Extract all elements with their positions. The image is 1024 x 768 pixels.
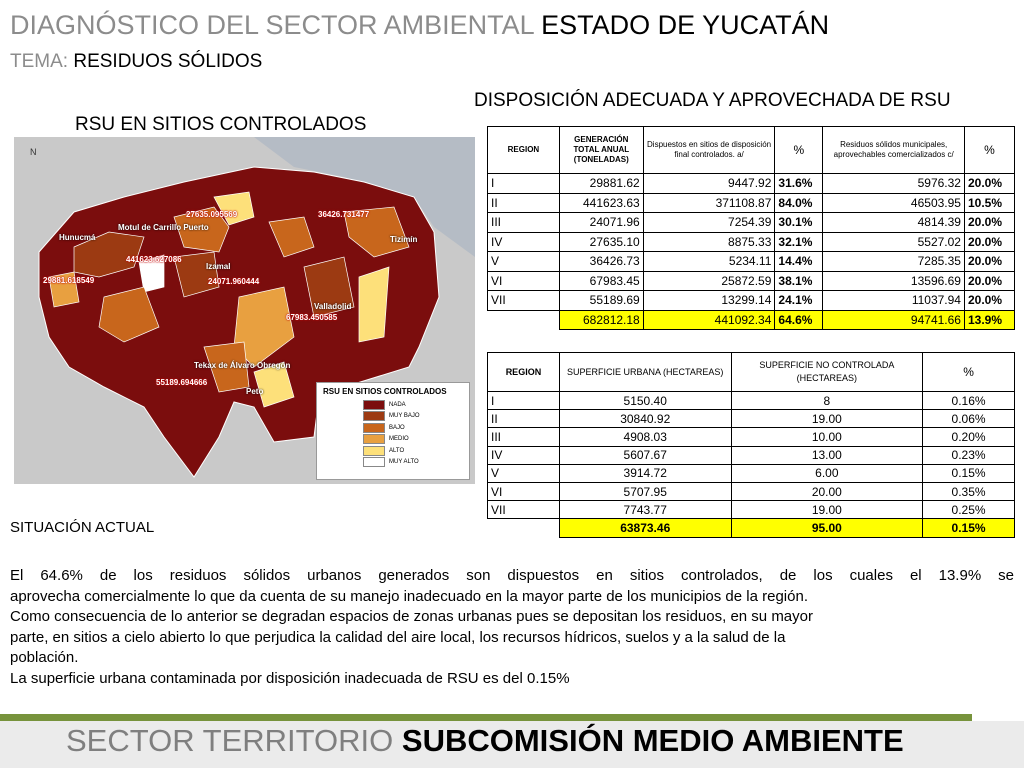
table-cell: 20.0%: [964, 232, 1014, 252]
legend-label: MUY BAJO: [389, 413, 420, 420]
table-cell: 24071.96: [559, 213, 643, 233]
page-title: [10, 8, 829, 42]
table-cell: 25872.59: [643, 271, 775, 291]
table-cell: 20.0%: [964, 174, 1014, 194]
legend-label: ALTO: [389, 447, 405, 454]
table-cell: 8: [731, 392, 923, 410]
table-total-row: [488, 519, 1015, 537]
paragraph-line: La superficie urbana contaminada por disposición inadecuada de RSU es del 0.15%: [10, 669, 570, 687]
table-row: [488, 213, 1015, 233]
table-cell: 7285.35: [823, 252, 965, 272]
body-text: [10, 566, 1014, 689]
table-cell: 20.0%: [964, 271, 1014, 291]
table-row: [488, 291, 1015, 311]
total-cell: 13.9%: [964, 310, 1014, 330]
table-cell: 10.5%: [964, 193, 1014, 213]
legend-label: MUY ALTO: [389, 459, 419, 466]
table-row: [488, 174, 1015, 194]
table-cell: 13.00: [731, 446, 923, 464]
table-cell: 24.1%: [775, 291, 823, 311]
table-cell: 30840.92: [559, 410, 731, 428]
situation-heading: SITUACIÓN ACTUAL: [10, 519, 155, 536]
table-cell: 5707.95: [559, 482, 731, 500]
table-cell: 20.00: [731, 482, 923, 500]
header-generation: GENERACIÓN TOTAL ANUAL (TONELADAS): [559, 127, 643, 174]
table-cell: 10.00: [731, 428, 923, 446]
legend-swatch: [363, 434, 385, 444]
legend-item: [317, 457, 469, 469]
table-cell: 30.1%: [775, 213, 823, 233]
total-cell: 0.15%: [923, 519, 1015, 537]
north-arrow-icon: N: [30, 147, 37, 157]
table-cell: III: [488, 213, 560, 233]
table-cell: 7254.39: [643, 213, 775, 233]
table-cell: IV: [488, 446, 560, 464]
table-total-row: [488, 310, 1015, 330]
table-cell: 8875.33: [643, 232, 775, 252]
header-urban-surface: SUPERFICIE URBANA (HECTAREAS): [559, 353, 731, 392]
table-cell: 0.15%: [923, 464, 1015, 482]
place-label: Izamal: [206, 262, 231, 271]
table-cell: VI: [488, 482, 560, 500]
table-cell: 371108.87: [643, 193, 775, 213]
footer-title: [66, 721, 904, 761]
table-cell: 3914.72: [559, 464, 731, 482]
legend-label: BAJO: [389, 424, 405, 431]
header-region: REGION: [488, 353, 560, 392]
empty-cell: [488, 310, 560, 330]
region-value-label: 36426.731477: [318, 210, 370, 219]
table-cell: 5976.32: [823, 174, 965, 194]
legend-item: [317, 445, 469, 457]
table-cell: III: [488, 428, 560, 446]
map-legend: [316, 382, 470, 480]
table-heading: DISPOSICIÓN ADECUADA Y APROVECHADA DE RSU: [474, 90, 951, 111]
table-row: [488, 482, 1015, 500]
paragraph-line: aprovecha comercialmente lo que da cuenta de su manejo inadecuado en la mayor parte de los municipios de la región.: [10, 587, 808, 605]
region-value-label: 29881.618549: [43, 276, 95, 285]
tema-value: RESIDUOS SÓLIDOS: [73, 51, 263, 72]
table-cell: II: [488, 193, 560, 213]
total-cell: 94741.66: [823, 310, 965, 330]
header-region: REGION: [488, 127, 560, 174]
table-cell: 20.0%: [964, 252, 1014, 272]
place-label: Tizimín: [390, 235, 418, 244]
table-cell: 20.0%: [964, 291, 1014, 311]
table-cell: I: [488, 392, 560, 410]
map-heading: RSU EN SITIOS CONTROLADOS: [75, 114, 367, 135]
table-row: [488, 271, 1015, 291]
table-cell: II: [488, 410, 560, 428]
table-row: [488, 410, 1015, 428]
table-row: [488, 392, 1015, 410]
table-cell: 0.16%: [923, 392, 1015, 410]
table-cell: 32.1%: [775, 232, 823, 252]
title-grey: DIAGNÓSTICO DEL SECTOR AMBIENTAL: [10, 10, 534, 40]
table-cell: 13299.14: [643, 291, 775, 311]
table-cell: VII: [488, 291, 560, 311]
legend-title: RSU EN SITIOS CONTROLADOS: [323, 387, 447, 396]
table-cell: 19.00: [731, 501, 923, 519]
legend-swatch: [363, 457, 385, 467]
table-row: [488, 428, 1015, 446]
table-header-row: [488, 353, 1015, 392]
table-row: [488, 193, 1015, 213]
total-cell: 63873.46: [559, 519, 731, 537]
title-bold: ESTADO DE YUCATÁN: [541, 10, 830, 40]
legend-item: [317, 434, 469, 446]
table-cell: 9447.92: [643, 174, 775, 194]
table-cell: 14.4%: [775, 252, 823, 272]
region-value-label: 27635.095569: [186, 210, 238, 219]
table-cell: VII: [488, 501, 560, 519]
table-cell: 0.25%: [923, 501, 1015, 519]
legend-item: [317, 399, 469, 411]
table-cell: 5234.11: [643, 252, 775, 272]
table-cell: 36426.73: [559, 252, 643, 272]
table-cell: V: [488, 464, 560, 482]
table-cell: I: [488, 174, 560, 194]
header-uncontrolled-surface: SUPERFICIE NO CONTROLADA (HECTAREAS): [731, 353, 923, 392]
tema-label: TEMA:: [10, 51, 69, 72]
region-value-label: 67983.450585: [286, 313, 338, 322]
header-disposed: Dispuestos en sitios de disposición final controlados. a/: [643, 127, 775, 174]
legend-item: [317, 411, 469, 423]
table-row: [488, 446, 1015, 464]
table-cell: 0.35%: [923, 482, 1015, 500]
table-cell: 5150.40: [559, 392, 731, 410]
table-cell: 84.0%: [775, 193, 823, 213]
legend-label: MEDIO: [389, 436, 409, 443]
table-header-row: [488, 127, 1015, 174]
legend-swatch: [363, 446, 385, 456]
table-cell: 0.06%: [923, 410, 1015, 428]
empty-cell: [488, 519, 560, 537]
table-cell: 38.1%: [775, 271, 823, 291]
total-cell: 95.00: [731, 519, 923, 537]
table-cell: 67983.45: [559, 271, 643, 291]
table-cell: 7743.77: [559, 501, 731, 519]
table-cell: V: [488, 252, 560, 272]
table-row: [488, 232, 1015, 252]
footer-bold: SUBCOMISIÓN MEDIO AMBIENTE: [401, 723, 904, 758]
place-label: Hunucmá: [59, 233, 96, 242]
table-cell: 31.6%: [775, 174, 823, 194]
header-percent: %: [964, 127, 1014, 174]
header-percent: %: [923, 353, 1015, 392]
footer-divider: [0, 714, 972, 721]
disposal-table: [487, 126, 1015, 330]
table-cell: 19.00: [731, 410, 923, 428]
place-label: Peto: [246, 387, 264, 396]
table-row: [488, 252, 1015, 272]
table-cell: 4908.03: [559, 428, 731, 446]
table-cell: 27635.10: [559, 232, 643, 252]
table-cell: 11037.94: [823, 291, 965, 311]
table-row: [488, 464, 1015, 482]
legend-item: [317, 422, 469, 434]
total-cell: 682812.18: [559, 310, 643, 330]
paragraph-line: Como consecuencia de lo anterior se degradan espacios de zonas urbanas pues se depositan los residuos, en su mayor: [10, 608, 813, 625]
header-percent: %: [775, 127, 823, 174]
table-cell: 5527.02: [823, 232, 965, 252]
region-value-label: 55189.694666: [156, 378, 208, 387]
total-cell: 441092.34: [643, 310, 775, 330]
table-cell: 441623.63: [559, 193, 643, 213]
paragraph-line: población.: [10, 649, 79, 666]
table-cell: 20.0%: [964, 213, 1014, 233]
table-cell: 29881.62: [559, 174, 643, 194]
table-cell: 46503.95: [823, 193, 965, 213]
legend-label: NADA: [389, 401, 406, 408]
region-value-label: 441623.627086: [126, 255, 182, 264]
legend-swatch: [363, 400, 385, 410]
total-cell: 64.6%: [775, 310, 823, 330]
footer-grey: SECTOR TERRITORIO: [66, 723, 394, 758]
place-label: Valladolid: [314, 302, 352, 311]
table-cell: 13596.69: [823, 271, 965, 291]
legend-swatch: [363, 423, 385, 433]
table-cell: 5607.67: [559, 446, 731, 464]
table-cell: 6.00: [731, 464, 923, 482]
place-label: Tekax de Álvaro Obregón: [194, 361, 291, 370]
table-cell: 4814.39: [823, 213, 965, 233]
legend-swatch: [363, 411, 385, 421]
table-cell: VI: [488, 271, 560, 291]
paragraph-line: parte, en sitios a cielo abierto lo que perjudica la calidad del aire local, los recursos hídricos, suelos y a la salud de la: [10, 628, 786, 646]
table-cell: 0.23%: [923, 446, 1015, 464]
region-value-label: 24071.960444: [208, 277, 260, 286]
table-cell: 55189.69: [559, 291, 643, 311]
yucatan-map: [14, 137, 475, 484]
place-label: Motul de Carrillo Puerto: [118, 223, 209, 232]
table-cell: 0.20%: [923, 428, 1015, 446]
header-recyclable: Residuos sólidos municipales, aprovechables comercializados c/: [823, 127, 965, 174]
page-subtitle: [10, 50, 262, 74]
table-cell: IV: [488, 232, 560, 252]
table-row: [488, 501, 1015, 519]
paragraph-line: El 64.6% de los residuos sólidos urbanos generados son dispuestos en sitios controlados, de los cuales el 13.9% se: [10, 567, 1014, 584]
urban-surface-table: [487, 352, 1015, 538]
